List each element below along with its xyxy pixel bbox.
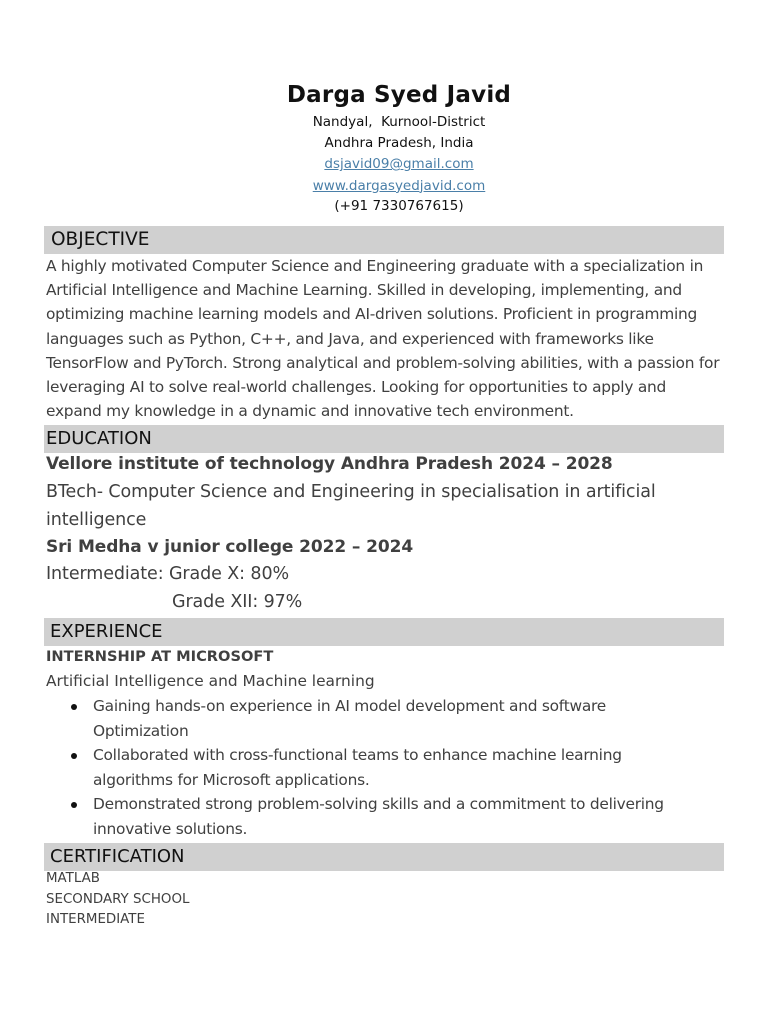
bullet-icon: [71, 802, 77, 808]
bullet-text: Gaining hands-on experience in AI model development and software Optimization: [93, 697, 606, 740]
experience-bullet-list: [46, 694, 706, 841]
email-link[interactable]: dsjavid09@gmail.com: [324, 156, 474, 173]
website-link[interactable]: www.dargasyedjavid.com: [312, 177, 486, 194]
objective-text: A highly motivated Computer Science and Engineering graduate with a specialization in Artificial Intelligence and Machine Learning. Skilled in developing, implementing, and optimizing machine learning models and AI-driven solutions. Proficient in programming languages such as Python, C++, and Java, and experienced with frameworks like TensorFlow and PyTorch. Strong analytical and problem-solving abilities, with a passion for leveraging AI to solve real-world challenges. Looking for opportunities to apply and expand my knowledge in a dynamic and innovative tech environment.: [46, 257, 720, 421]
education-title-2: Sri Medha v junior college 2022 – 2024: [46, 537, 414, 557]
certification-item-matlab: MATLAB: [46, 871, 100, 886]
bullet-icon: [71, 753, 77, 759]
experience-subtitle: Artificial Intelligence and Machine learning: [46, 672, 375, 690]
objective-heading: OBJECTIVE: [44, 226, 724, 254]
education-detail-2b: Grade XII: 97%: [172, 592, 303, 612]
bullet-text: Demonstrated strong problem-solving skills and a commitment to delivering innovative solutions.: [93, 795, 664, 838]
certification-item-secondary: SECONDARY SCHOOL: [46, 892, 190, 907]
experience-title: INTERNSHIP AT MICROSOFT: [46, 648, 274, 665]
address-line-1: Nandyal, Kurnool-District: [312, 114, 486, 130]
certification-heading: CERTIFICATION: [44, 843, 724, 871]
list-item: [46, 694, 706, 743]
resume-header: [0, 78, 768, 217]
education-detail-2a: Intermediate: Grade X: 80%: [46, 564, 290, 584]
list-item: [46, 792, 706, 841]
candidate-name: Darga Syed Javid: [286, 82, 512, 108]
list-item: [46, 743, 706, 792]
education-heading: EDUCATION: [44, 425, 724, 453]
education-title-1: Vellore institute of technology Andhra Pradesh 2024 – 2028: [46, 454, 613, 474]
experience-heading: EXPERIENCE: [44, 618, 724, 646]
education-detail-1: BTech- Computer Science and Engineering in specialisation in artificial intelligence: [46, 482, 656, 530]
address-line-2: Andhra Pradesh, India: [324, 134, 474, 151]
bullet-text: Collaborated with cross-functional teams to enhance machine learning algorithms for Microsoft applications.: [93, 746, 622, 789]
bullet-icon: [71, 704, 77, 710]
certification-item-intermediate: INTERMEDIATE: [46, 912, 145, 927]
phone-number: (+91 7330767615): [334, 198, 464, 215]
